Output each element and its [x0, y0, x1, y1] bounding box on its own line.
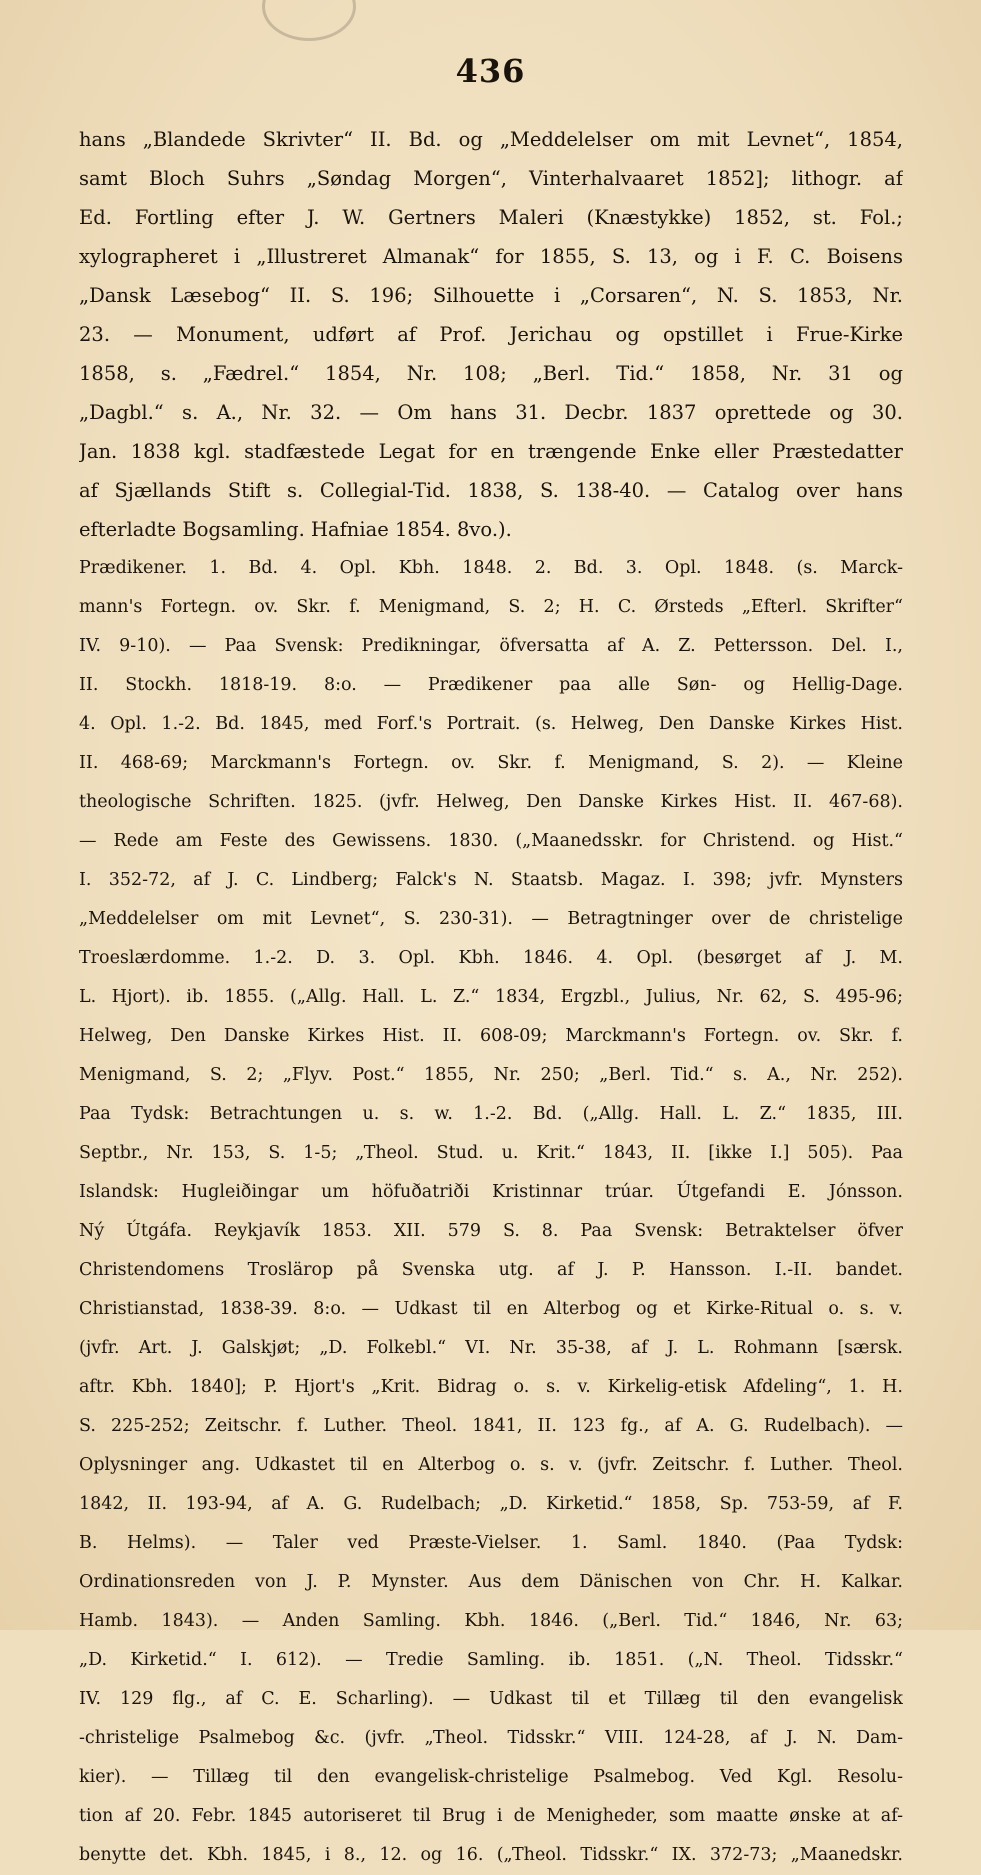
text-line: 1842, II. 193-94, af A. G. Rudelbach; „D. Kirketid.“ 1858, Sp. 753-59, af F.: [79, 1494, 903, 1514]
text-line: Hamb. 1843). — Anden Samling. Kbh. 1846. („Berl. Tid.“ 1846, Nr. 63;: [79, 1611, 903, 1631]
text-line: tion af 20. Febr. 1845 autoriseret til Brug i de Menigheder, som maatte ønske at af-: [79, 1806, 903, 1826]
text-line: (jvfr. Art. J. Galskjøt; „D. Folkebl.“ VI. Nr. 35-38, af J. L. Rohmann [særsk.: [79, 1338, 903, 1358]
text-line: Helweg, Den Danske Kirkes Hist. II. 608-09; Marckmann's Fortegn. ov. Skr. f.: [79, 1026, 903, 1046]
text-line: theologische Schriften. 1825. (jvfr. Helweg, Den Danske Kirkes Hist. II. 467-68).: [79, 792, 903, 812]
page-number: 436: [455, 52, 526, 90]
text-line: hans „Blandede Skrivter“ II. Bd. og „Meddelelser om mit Levnet“, 1854,: [79, 128, 903, 151]
body-text: [79, 120, 903, 1875]
text-line: mann's Fortegn. ov. Skr. f. Menigmand, S. 2; H. C. Ørsteds „Efterl. Skrifter“: [79, 597, 903, 617]
text-line: 4. Opl. 1.-2. Bd. 1845, med Forf.'s Portrait. (s. Helweg, Den Danske Kirkes Hist.: [79, 714, 903, 734]
text-line: — Rede am Feste des Gewissens. 1830. („Maanedsskr. for Christend. og Hist.“: [79, 831, 903, 851]
text-line: Septbr., Nr. 153, S. 1-5; „Theol. Stud. u. Krit.“ 1843, II. [ikke I.] 505). Paa: [79, 1143, 903, 1163]
text-line: Menigmand, S. 2; „Flyv. Post.“ 1855, Nr. 250; „Berl. Tid.“ s. A., Nr. 252).: [79, 1065, 903, 1085]
text-line: Jan. 1838 kgl. stadfæstede Legat for en trængende Enke eller Præstedatter: [79, 440, 903, 463]
text-line: Ordinationsreden von J. P. Mynster. Aus dem Dänischen von Chr. H. Kalkar.: [79, 1572, 903, 1592]
text-line: IV. 9-10). — Paa Svensk: Predikningar, öfversatta af A. Z. Pettersson. Del. I.,: [79, 636, 903, 656]
text-line: Troeslærdomme. 1.-2. D. 3. Opl. Kbh. 1846. 4. Opl. (besørget af J. M.: [79, 948, 903, 968]
text-line: I. 352-72, af J. C. Lindberg; Falck's N. Staatsb. Magaz. I. 398; jvfr. Mynsters: [79, 870, 903, 890]
text-line: 23. — Monument, udført af Prof. Jerichau og opstillet i Frue-Kirke: [79, 323, 903, 346]
text-line: efterladte Bogsamling. Hafniae 1854. 8vo.).: [79, 518, 512, 541]
text-line: af Sjællands Stift s. Collegial-Tid. 1838, S. 138-40. — Catalog over hans: [79, 479, 903, 502]
paper-stain: [262, 0, 356, 41]
text-line: -christelige Psalmebog &c. (jvfr. „Theol. Tidsskr.“ VIII. 124-28, af J. N. Dam-: [79, 1728, 903, 1748]
text-line: „D. Kirketid.“ I. 612). — Tredie Samling. ib. 1851. („N. Theol. Tidsskr.“: [79, 1650, 903, 1670]
text-line: samt Bloch Suhrs „Søndag Morgen“, Vinterhalvaaret 1852]; lithogr. af: [79, 167, 903, 190]
text-line: Islandsk: Hugleiðingar um höfuðatriði Kristinnar trúar. Útgefandi E. Jónsson.: [79, 1182, 903, 1202]
text-line: kier). — Tillæg til den evangelisk-christelige Psalmebog. Ved Kgl. Resolu-: [79, 1767, 903, 1787]
text-line: Ný Útgáfa. Reykjavík 1853. XII. 579 S. 8. Paa Svensk: Betraktelser öfver: [79, 1221, 903, 1241]
text-line: benytte det. Kbh. 1845, i 8., 12. og 16. („Theol. Tidsskr.“ IX. 372-73; „Maanedskr.: [79, 1845, 903, 1865]
text-line: xylographeret i „Illustreret Almanak“ for 1855, S. 13, og i F. C. Boisens: [79, 245, 903, 268]
text-line: IV. 129 flg., af C. E. Scharling). — Udkast til et Tillæg til den evangelisk: [79, 1689, 903, 1709]
text-line: Christendomens Troslärор på Svenska utg. af J. P. Hansson. I.-II. bandet.: [79, 1260, 903, 1280]
text-line: Ed. Fortling efter J. W. Gertners Maleri (Knæstykke) 1852, st. Fol.;: [79, 206, 903, 229]
text-line: L. Hjort). ib. 1855. („Allg. Hall. L. Z.“ 1834, Ergzbl., Julius, Nr. 62, S. 495-96;: [79, 987, 903, 1007]
text-line: II. 468-69; Marckmann's Fortegn. ov. Skr. f. Menigmand, S. 2). — Kleine: [79, 753, 903, 773]
text-line: Prædikener. 1. Bd. 4. Opl. Kbh. 1848. 2. Bd. 3. Opl. 1848. (s. Marck-: [79, 558, 903, 578]
text-line: II. Stockh. 1818-19. 8:o. — Prædikener paa alle Søn- og Hellig-Dage.: [79, 675, 903, 695]
text-line: „Dansk Læsebog“ II. S. 196; Silhouette i „Corsaren“, N. S. 1853, Nr.: [79, 284, 903, 307]
text-line: 1858, s. „Fædrel.“ 1854, Nr. 108; „Berl. Tid.“ 1858, Nr. 31 og: [79, 362, 903, 385]
text-line: Christianstad, 1838-39. 8:o. — Udkast til en Alterbog og et Kirke-Ritual o. s. v.: [79, 1299, 903, 1319]
text-line: „Dagbl.“ s. A., Nr. 32. — Om hans 31. Decbr. 1837 oprettede og 30.: [79, 401, 903, 424]
text-line: S. 225-252; Zeitschr. f. Luther. Theol. 1841, II. 123 fg., af A. G. Rudelbach). —: [79, 1416, 903, 1436]
text-line: „Meddelelser om mit Levnet“, S. 230-31). — Betragtninger over de christelige: [79, 909, 903, 929]
text-line: Oplysninger ang. Udkastet til en Alterbog o. s. v. (jvfr. Zeitschr. f. Luther. Theol.: [79, 1455, 903, 1475]
text-line: B. Helms). — Taler ved Præste-Vielser. 1. Saml. 1840. (Paa Tydsk:: [79, 1533, 903, 1553]
text-line: Paa Tydsk: Betrachtungen u. s. w. 1.-2. Bd. („Allg. Hall. L. Z.“ 1835, III.: [79, 1104, 903, 1124]
text-line: aftr. Kbh. 1840]; P. Hjort's „Krit. Bidrag o. s. v. Kirkelig-etisk Afdeling“, 1. H.: [79, 1377, 903, 1397]
